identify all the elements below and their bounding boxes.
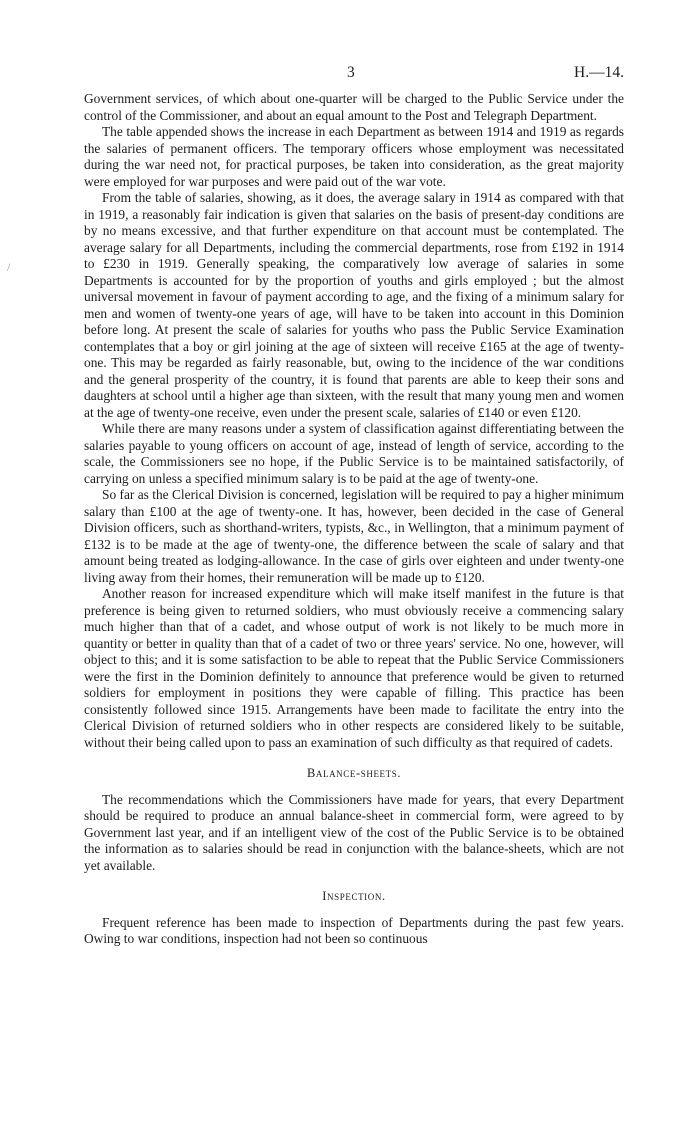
paragraph-returned-soldiers: Another reason for increased expenditure which will make itself manifest in the future is that preference is being given to returned soldiers, who must obviously receive a commencing salary much higher than that of a cadet, and whose output of work is not likely to be much more in quantity or better in quality than that of a cadet of two or three years' service. No one, however, will object to this; and it is some satisfaction to be able to repeat that the Public Service Commissioners were the first in the Dominion definitely to announce that preference would be given to returned soldiers for employment in positions they were capable of filling. This practice has been consistently followed since 1915. Arrangements have been made to facilitate the entry into the Clerical Division of returned soldiers who in other respects are considered likely to be suitable, without their being called upon to pass an examination of such difficulty as that required of cadets. [84, 586, 624, 750]
paragraph-classification: While there are many reasons under a system of classification against differentiating between the salaries payable to young officers on account of age, instead of length of service, according to the scale, the Commissioners see no hope, if the Public Service is to be maintained satisfactorily, of carrying on unless a specified minimum salary is to be paid at the age of twenty-one. [84, 421, 624, 486]
paragraph-table-appended: The table appended shows the increase in each Department as between 1914 and 1919 as regards the salaries of permanent officers. The temporary officers whose employment was necessitated during the war need not, for practical purposes, be taken into consideration, as the great majority were employed for war purposes and were paid out of the war vote. [84, 124, 624, 189]
margin-mark: / [7, 260, 11, 274]
page-number: 3 [347, 64, 355, 81]
paragraph-clerical-division: So far as the Clerical Division is concerned, legislation will be required to pay a higher minimum salary than £100 at the age of twenty-one. It has, however, been decided in the case of General Division officers, such as shorthand-writers, typists, &c., in Wellington, that a minimum payment of £132 is to be made at the age of twenty-one, the difference between the scale of salary and that amount being treated as lodging-allowance. In the case of girls over eighteen and under twenty-one living away from their homes, their remuneration will be made up to £120. [84, 487, 624, 585]
section-heading-inspection: Inspection. [322, 889, 386, 903]
section-heading-balance-sheets: Balance-sheets. [306, 766, 402, 780]
document-body [84, 91, 624, 948]
document-reference: H.—14. [574, 64, 624, 81]
page-header [84, 64, 624, 84]
paragraph-balance-sheets: The recommendations which the Commissioners have made for years, that every Department should be required to produce an annual balance-sheet in commercial form, were agreed to by Government last year, and if an intelligent view of the cost of the Public Service is to be obtained the information as to salaries should be read in conjunction with the balance-sheets, which are not yet available. [84, 791, 624, 873]
paragraph-table-of-salaries: From the table of salaries, showing, as it does, the average salary in 1914 as compared with that in 1919, a reasonably fair indication is given that salaries on the basis of present-day conditions are by no means excessive, and that further expenditure on that account must be contemplated. The average salary for all Departments, including the commercial departments, rose from £192 in 1914 to £230 in 1919. Generally speaking, the comparatively low average of salaries in some Departments is accounted for by the proportion of youths and girls employed ; but the almost universal movement in favour of payment according to age, and the fixing of a minimum salary for men and women of twenty-one years of age, will have to be taken into account in this Dominion before long. At present the scale of salaries for youths who pass the Public Service Examination contemplates that a boy or girl joining at the age of sixteen will receive £165 at the age of twenty-one. This may be regarded as fairly reasonable, but, owing to the incidence of the war conditions and the general prosperity of the country, it is found that parents are able to keep their sons and daughters at school until a higher age than sixteen, with the result that many young men and women at the age of twenty-one receive, even under the present scale, salaries of £140 or even £120. [84, 190, 624, 420]
paragraph-continued: Government services, of which about one-quarter will be charged to the Public Service under the control of the Commissioner, and about an equal amount to the Post and Telegraph Department. [84, 91, 624, 123]
paragraph-inspection: Frequent reference has been made to inspection of Departments during the past few years. Owing to war conditions, inspection had not been so continuous [84, 914, 624, 946]
